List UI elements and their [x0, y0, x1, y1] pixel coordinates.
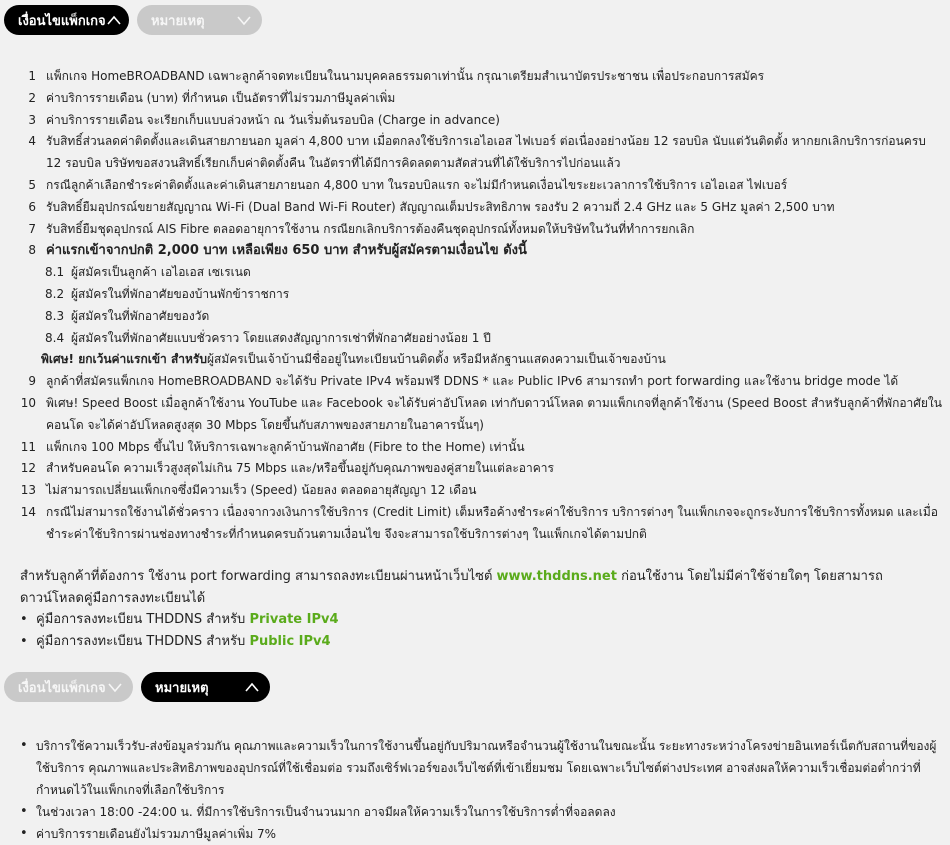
item-text: ลูกค้าที่สมัครแพ็กเกจ HomeBROADBAND จะได้รับ Private IPv4 พร้อมฟรี DDNS * และ Public IPv6 สามารถทำ port forwarding และใช้งาน bridge mode ได้: [46, 374, 899, 389]
list-item: [18, 437, 942, 459]
item-number: 14: [20, 504, 36, 519]
item-number: 13: [20, 483, 36, 498]
tab-label: เงื่อนไขแพ็กเกจ: [18, 13, 106, 29]
item-text: กรณีลูกค้าเลือกชำระค่าติดตั้งและค่าเดินสายภายนอก 4,800 บาท ในรอบบิลแรก จะไม่มีกำหนดเงื่อนไขระยะเวลาการใช้บริการ เอไอเอส ไฟเบอร์: [46, 177, 788, 192]
item-number: 11: [20, 439, 36, 454]
note-item: [20, 801, 945, 823]
bullet-icon: •: [20, 826, 28, 841]
tab-notes[interactable]: [137, 5, 262, 35]
list-item: [18, 219, 942, 241]
sub-item-number: 8.3: [45, 308, 65, 323]
item-number: 4: [28, 134, 36, 149]
item-text: พิเศษ! Speed Boost เมื่อลูกค้าใช้งาน YouTube และ Facebook จะได้รับค่าอัปโหลด เท่ากับดาวน์โหลด ตามแพ็กเกจที่ลูกค้าใช้งาน (Speed Boost สำหรับลูกค้าที่พักอาศัยในคอนโด จะได้ค่าอัปโหลดสูงสุด 30 Mbps โดยขึ้นกับสภาพของสายภายในอาคารนั้นๆ): [46, 395, 942, 432]
item-number: 8: [28, 243, 36, 258]
sub-item: [18, 328, 942, 350]
bullet-icon: •: [20, 612, 28, 627]
top-tab-bar: [4, 5, 262, 35]
notes-list: [20, 735, 945, 845]
guide-item: [20, 609, 940, 631]
list-item: [18, 88, 942, 110]
item-number: 1: [28, 69, 36, 83]
sub-item-text: ผู้สมัครในที่พักอาศัยแบบชั่วคราว โดยแสดงสัญญาการเช่าที่พักอาศัยอย่างน้อย 1 ปี: [71, 330, 491, 345]
special-offer-bold: พิเศษ! ยกเว้นค่าแรกเข้า สำหรับ: [41, 352, 207, 367]
bullet-icon: •: [20, 804, 28, 819]
item-text: รับสิทธิ์ยืมชุดอุปกรณ์ AIS Fibre ตลอดอายุการใช้งาน กรณียกเลิกบริการต้องคืนชุดอุปกรณ์ทั้งหมดให้บริษัทในวันที่ทำการยกเลิก: [46, 221, 695, 236]
item-number: 7: [28, 221, 36, 236]
bullet-icon: •: [20, 738, 28, 753]
item-number: 2: [28, 90, 36, 105]
list-item: [18, 393, 942, 437]
sub-item: [18, 284, 942, 306]
bullet-icon: •: [20, 633, 28, 649]
note-item: [20, 735, 945, 801]
chevron-up-icon: [244, 679, 260, 695]
item-text: ค่าแรกเข้าจากปกติ 2,000 บาท เหลือเพียง 650 บาท สำหรับผู้สมัครตามเงื่อนไข ดังนี้: [46, 243, 527, 259]
sub-item-number: 8.2: [45, 286, 65, 301]
port-forwarding-info: [20, 566, 940, 652]
thddns-link[interactable]: www.thddns.net: [496, 569, 617, 584]
note-text: บริการใช้ความเร็วรับ-ส่งข้อมูลร่วมกัน คุณภาพและความเร็วในการใช้งานขึ้นอยู่กับปริมาณหรือจำนวนผู้ใช้งานในขณะนั้น ระยะทางระหว่างโครงข่ายอินเทอร์เน็ตกับสถานที่ของผู้ใช้บริการ คุณภาพและประสิทธิภาพของอุปกรณ์ที่ใช้เชื่อมต่อ รวมถึงเซิร์ฟเวอร์ของเว็บไซต์ที่เข้าเยี่ยมชม โดยเฉพาะเว็บไซต์ต่างประเทศ อาจส่งผลให้ความเร็วเชื่อมต่อต่ำกว่าที่กำหนดไว้ในแพ็กเกจที่เลือกใช้บริการ: [36, 739, 937, 797]
port-text-before: สำหรับลูกค้าที่ต้องการ ใช้งาน port forwarding สามารถลงทะเบียนผ่านหน้าเว็บไซต์: [20, 569, 497, 584]
sub-item-text: ผู้สมัครในที่พักอาศัยของวัด: [71, 308, 210, 323]
list-item: [18, 66, 942, 88]
list-item: [18, 175, 942, 197]
private-ipv4-guide-link[interactable]: Private IPv4: [249, 612, 339, 627]
special-offer-text: ผู้สมัครเป็นเจ้าบ้านมีชื่ออยู่ในทะเบียนบ้านติดตั้ง หรือมีหลักฐานแสดงความเป็นเจ้าของบ้าน: [207, 352, 666, 367]
list-item: [18, 371, 942, 393]
item-text: ค่าบริการรายเดือน จะเรียกเก็บแบบล่วงหน้า ณ วันเริ่มต้นรอบบิล (Charge in advance): [46, 112, 500, 127]
item-text: แพ็กเกจ 100 Mbps ขึ้นไป ให้บริการเฉพาะลูกค้าบ้านพักอาศัย (Fibre to the Home) เท่านั้น: [46, 439, 525, 454]
sub-item: [18, 262, 942, 284]
sub-item-text: ผู้สมัครเป็นลูกค้า เอไอเอส เซเรเนด: [71, 265, 251, 280]
tab-notes[interactable]: [141, 672, 270, 702]
conditions-list: [18, 66, 942, 546]
notes-tab-bar: [4, 672, 270, 702]
guide-item: [20, 631, 940, 653]
item-number: 6: [28, 199, 36, 214]
item-number: 10: [20, 395, 36, 410]
list-item: [18, 480, 942, 502]
list-item: [18, 110, 942, 132]
special-offer: [18, 349, 942, 371]
tab-label: หมายเหตุ: [155, 680, 209, 696]
note-text: ค่าบริการรายเดือนยังไม่รวมภาษีมูลค่าเพิ่ม 7%: [36, 827, 277, 841]
tab-package-conditions[interactable]: [4, 672, 133, 702]
public-ipv4-guide-link[interactable]: Public IPv4: [249, 633, 331, 649]
note-text: ในช่วงเวลา 18:00 -24:00 น. ที่มีการใช้บริการเป็นจำนวนมาก อาจมีผลให้ความเร็วในการใช้บริการต่ำที่จอลดลง: [36, 805, 616, 819]
list-item: [18, 131, 942, 175]
item-text: กรณีไม่สามารถใช้งานได้ชั่วคราว เนื่องจากวงเงินการใช้บริการ (Credit Limit) เต็มหรือค้างชำระค่าใช้บริการ บริการต่างๆ ในแพ็กเกจจะถูกระงับการใช้บริการทั้งหมด และเมื่อชำระค่าใช้บริการผ่านช่องทางชำระที่กำหนดครบถ้วนตามเงื่อนไข จึงจะสามารถใช้บริการต่างๆ ในแพ็กเกจได้ตามปกติ: [46, 504, 938, 541]
sub-item-number: 8.4: [45, 330, 65, 345]
item-text: ไม่สามารถเปลี่ยนแพ็กเกจซึ่งมีความเร็ว (Speed) น้อยลง ตลอดอายุสัญญา 12 เดือน: [46, 483, 477, 498]
item-number: 9: [28, 374, 36, 389]
chevron-up-icon: [106, 12, 122, 28]
chevron-down-icon: [107, 679, 123, 695]
item-text: แพ็กเกจ HomeBROADBAND เฉพาะลูกค้าจดทะเบียนในนามบุคคลธรรมดาเท่านั้น กรุณาเตรียมสำเนาบัตรประชาชน เพื่อประกอบการสมัคร: [46, 69, 765, 83]
list-item: [18, 458, 942, 480]
note-item: [20, 823, 945, 845]
item-text: สำหรับคอนโด ความเร็วสูงสุดไม่เกิน 75 Mbps และ/หรือขึ้นอยู่กับคุณภาพของคู่สายในแต่ละอาคาร: [46, 461, 554, 476]
item-text: รับสิทธิ์ส่วนลดค่าติดตั้งและเดินสายภายนอก มูลค่า 4,800 บาท เมื่อตกลงใช้บริการเอไอเอส ไฟเบอร์ ต่อเนื่องอย่างน้อย 12 รอบบิล นับแต่วันติดตั้ง หากยกเลิกบริการก่อนครบ 12 รอบบิล บริษัทขอสงวนสิทธิ์เรียกเก็บค่าติดตั้งคืน ในอัตราที่ได้มีการคิดลดตามสัดส่วนที่ได้ใช้บริการไปก่อนแล้ว: [46, 134, 926, 171]
tab-label: หมายเหตุ: [151, 13, 205, 29]
guide-text: คู่มือการลงทะเบียน THDDNS สำหรับ: [36, 612, 250, 627]
port-forwarding-paragraph: [20, 566, 940, 609]
chevron-down-icon: [236, 12, 252, 28]
item-text: ค่าบริการรายเดือน (บาท) ที่กำหนด เป็นอัตราที่ไม่รวมภาษีมูลค่าเพิ่ม: [46, 90, 396, 105]
item-number: 12: [20, 461, 36, 476]
tab-package-conditions[interactable]: [4, 5, 129, 35]
sub-item-text: ผู้สมัครในที่พักอาศัยของบ้านพักข้าราชการ: [71, 286, 290, 301]
tab-label: เงื่อนไขแพ็กเกจ: [18, 680, 106, 696]
port-text-after: ก่อนใช้งาน โดยไม่มีค่าใช้จ่ายใดๆ โดยสามารถดาวน์โหลดคู่มือการลงทะเบียนได้: [20, 569, 883, 606]
sub-item-number: 8.1: [45, 265, 65, 280]
item-number: 3: [28, 112, 36, 127]
list-item: [18, 240, 942, 262]
sub-item: [18, 306, 942, 328]
guide-text: คู่มือการลงทะเบียน THDDNS สำหรับ: [36, 633, 250, 649]
item-number: 5: [28, 177, 36, 192]
list-item: [18, 502, 942, 546]
list-item: [18, 197, 942, 219]
item-text: รับสิทธิ์ยืมอุปกรณ์ขยายสัญญาณ Wi-Fi (Dual Band Wi-Fi Router) สัญญาณเต็มประสิทธิภาพ รองรับ 2 ความถี่ 2.4 GHz และ 5 GHz มูลค่า 2,500 บาท: [46, 199, 835, 214]
